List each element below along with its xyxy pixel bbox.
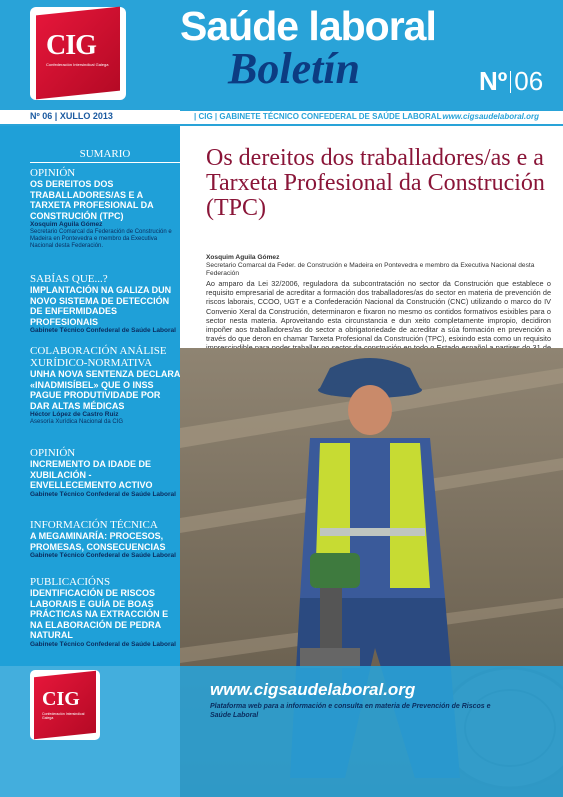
summary-item[interactable] (30, 345, 180, 426)
article-byline (206, 254, 551, 278)
issue-date: Nº 06 | XULLO 2013 (30, 111, 113, 121)
header-url-link[interactable]: www.cigsaudelaboral.org (442, 112, 539, 121)
summary-author: Gabinete Técnico Confederal de Saúde Laboral (30, 490, 176, 498)
article-title: Os dereitos dos traballadores/as e a Tarxeta Profesional da Construción (TPC) (206, 145, 545, 221)
summary-author: Gabinete Técnico Confederal de Saúde Laboral (30, 640, 176, 648)
gabinete-label: | CIG | GABINETE TÉCNICO CONFEDERAL DE SAÚDE LABORAL (194, 112, 442, 121)
footer-cig-logo-subtext: Confederación Intersindical Galega (42, 712, 85, 720)
summary-headline: A MEGAMINARÍA: PROCESOS, PROMESAS, CONSECUENCIAS (30, 531, 166, 552)
summary-item[interactable] (30, 576, 180, 649)
summary-author: Xosquim Aguila Gómez (30, 221, 103, 228)
info-bar-right (180, 110, 563, 125)
article-body: Ao amparo da Lei 32/2006, reguladora da subcontratación no sector da Construción que establece o requisito empresarial de acreditar a formación dos traballadores/as do sector en materia de prevención de riscos laborais, CCOO, UGT e a Confederación Nacional da Construción (CNC) utilizando o marco do IV Convenio Xeral da Construción, determinaron e fixaron no mesmo os contidos formativos esixibles para o sector nesta materia. Aproveitando esta circunstancia e dun xeito completamente impropio, decidiron impoñer aos traballadores/as do sector a obrigatoriedade de acreditar a súa formación en prevención a través do que deron en chamar Tarxeta Profesional da Construción (TPC), esixindo esta como un requisito (206, 279, 551, 344)
footer-tagline: Plataforma web para a información e consulta en materia de Prevención de Riscos e Saúde Laboral (210, 703, 491, 719)
footer-url-link[interactable]: www.cigsaudelaboral.org (210, 680, 416, 699)
summary-category: PUBLICACIÓNS (30, 576, 111, 588)
summary-author: Héctor López de Castro Ruiz (30, 411, 119, 418)
summary-headline: INCREMENTO DA IDADE DE XUBILACIÓN - ENVELLECEMENTO ACTIVO (30, 459, 153, 490)
article-author: Xosquim Aguila Gómez (206, 254, 280, 261)
cig-logo-text: CIG (46, 30, 96, 61)
article-author-role: Secretario Comarcal da Feder. de Construción e Madeira en Pontevedra e membro da Executiva Nacional desta Federación (206, 262, 535, 277)
issue-number (479, 66, 543, 97)
publication-subtitle: Boletín (228, 44, 361, 93)
header-banner (0, 0, 563, 110)
summary-headline: IDENTIFICACIÓN DE RISCOS LABORAIS E GUÍA DE BOAS PRÁCTICAS NA EXTRACCIÓN E NA ELABORACIÓN DE PEDRA NATURAL (30, 588, 169, 640)
summary-author: Gabinete Técnico Confederal de Saúde Laboral (30, 552, 176, 559)
summary-title: SUMARIO (79, 148, 131, 160)
summary-headline: OS DEREITOS DOS TRABALLADORES/AS E A TARXETA PROFESIONAL DA CONSTRUCIÓN (TPC) (30, 179, 154, 221)
summary-category: OPINIÓN (30, 447, 76, 459)
summary-item[interactable] (30, 447, 180, 499)
issue-separator (510, 71, 511, 93)
issue-prefix: Nº (479, 66, 508, 96)
summary-item[interactable] (30, 273, 180, 335)
summary-category: INFORMACIÓN TÉCNICA (30, 519, 158, 531)
summary-category: OPINIÓN (30, 167, 76, 179)
summary-affiliation: Asesoría Xurídica Nacional da CIG (30, 419, 124, 425)
summary-headline: UNHA NOVA SENTENZA DECLARA «INADMISÍBEL» QUE O INSS PAGUE PRODUTIVIDADE POR DAR ALTAS MÉDICAS (30, 369, 180, 411)
footer-cig-logo-text: CIG (42, 688, 80, 710)
summary-category: COLABORACIÓN ANÁLISE XURÍDICO-NORMATIVA (30, 345, 167, 369)
summary-affiliation: Secretario Comarcal da Federación de Construción e Madeira en Pontevedra e membro da Executiva Nacional desta Federación. (30, 229, 172, 249)
summary-category: SABÍAS QUE...? (30, 273, 108, 285)
summary-item[interactable] (30, 167, 180, 250)
summary-item[interactable] (30, 519, 180, 560)
summary-author: Gabinete Técnico Confederal de Saúde Laboral (30, 327, 176, 334)
cig-logo-subtext: Confederación Intersindical Galega (46, 62, 109, 67)
summary-divider (30, 162, 180, 163)
issue-number-value: 06 (514, 66, 544, 96)
info-bar-left (0, 110, 180, 124)
summary-headline: IMPLANTACIÓN NA GALIZA DUN NOVO SISTEMA DE DETECCIÓN DE ENFERMIDADES PROFESIONAIS (30, 285, 172, 327)
publication-title: Saúde laboral (180, 3, 436, 49)
